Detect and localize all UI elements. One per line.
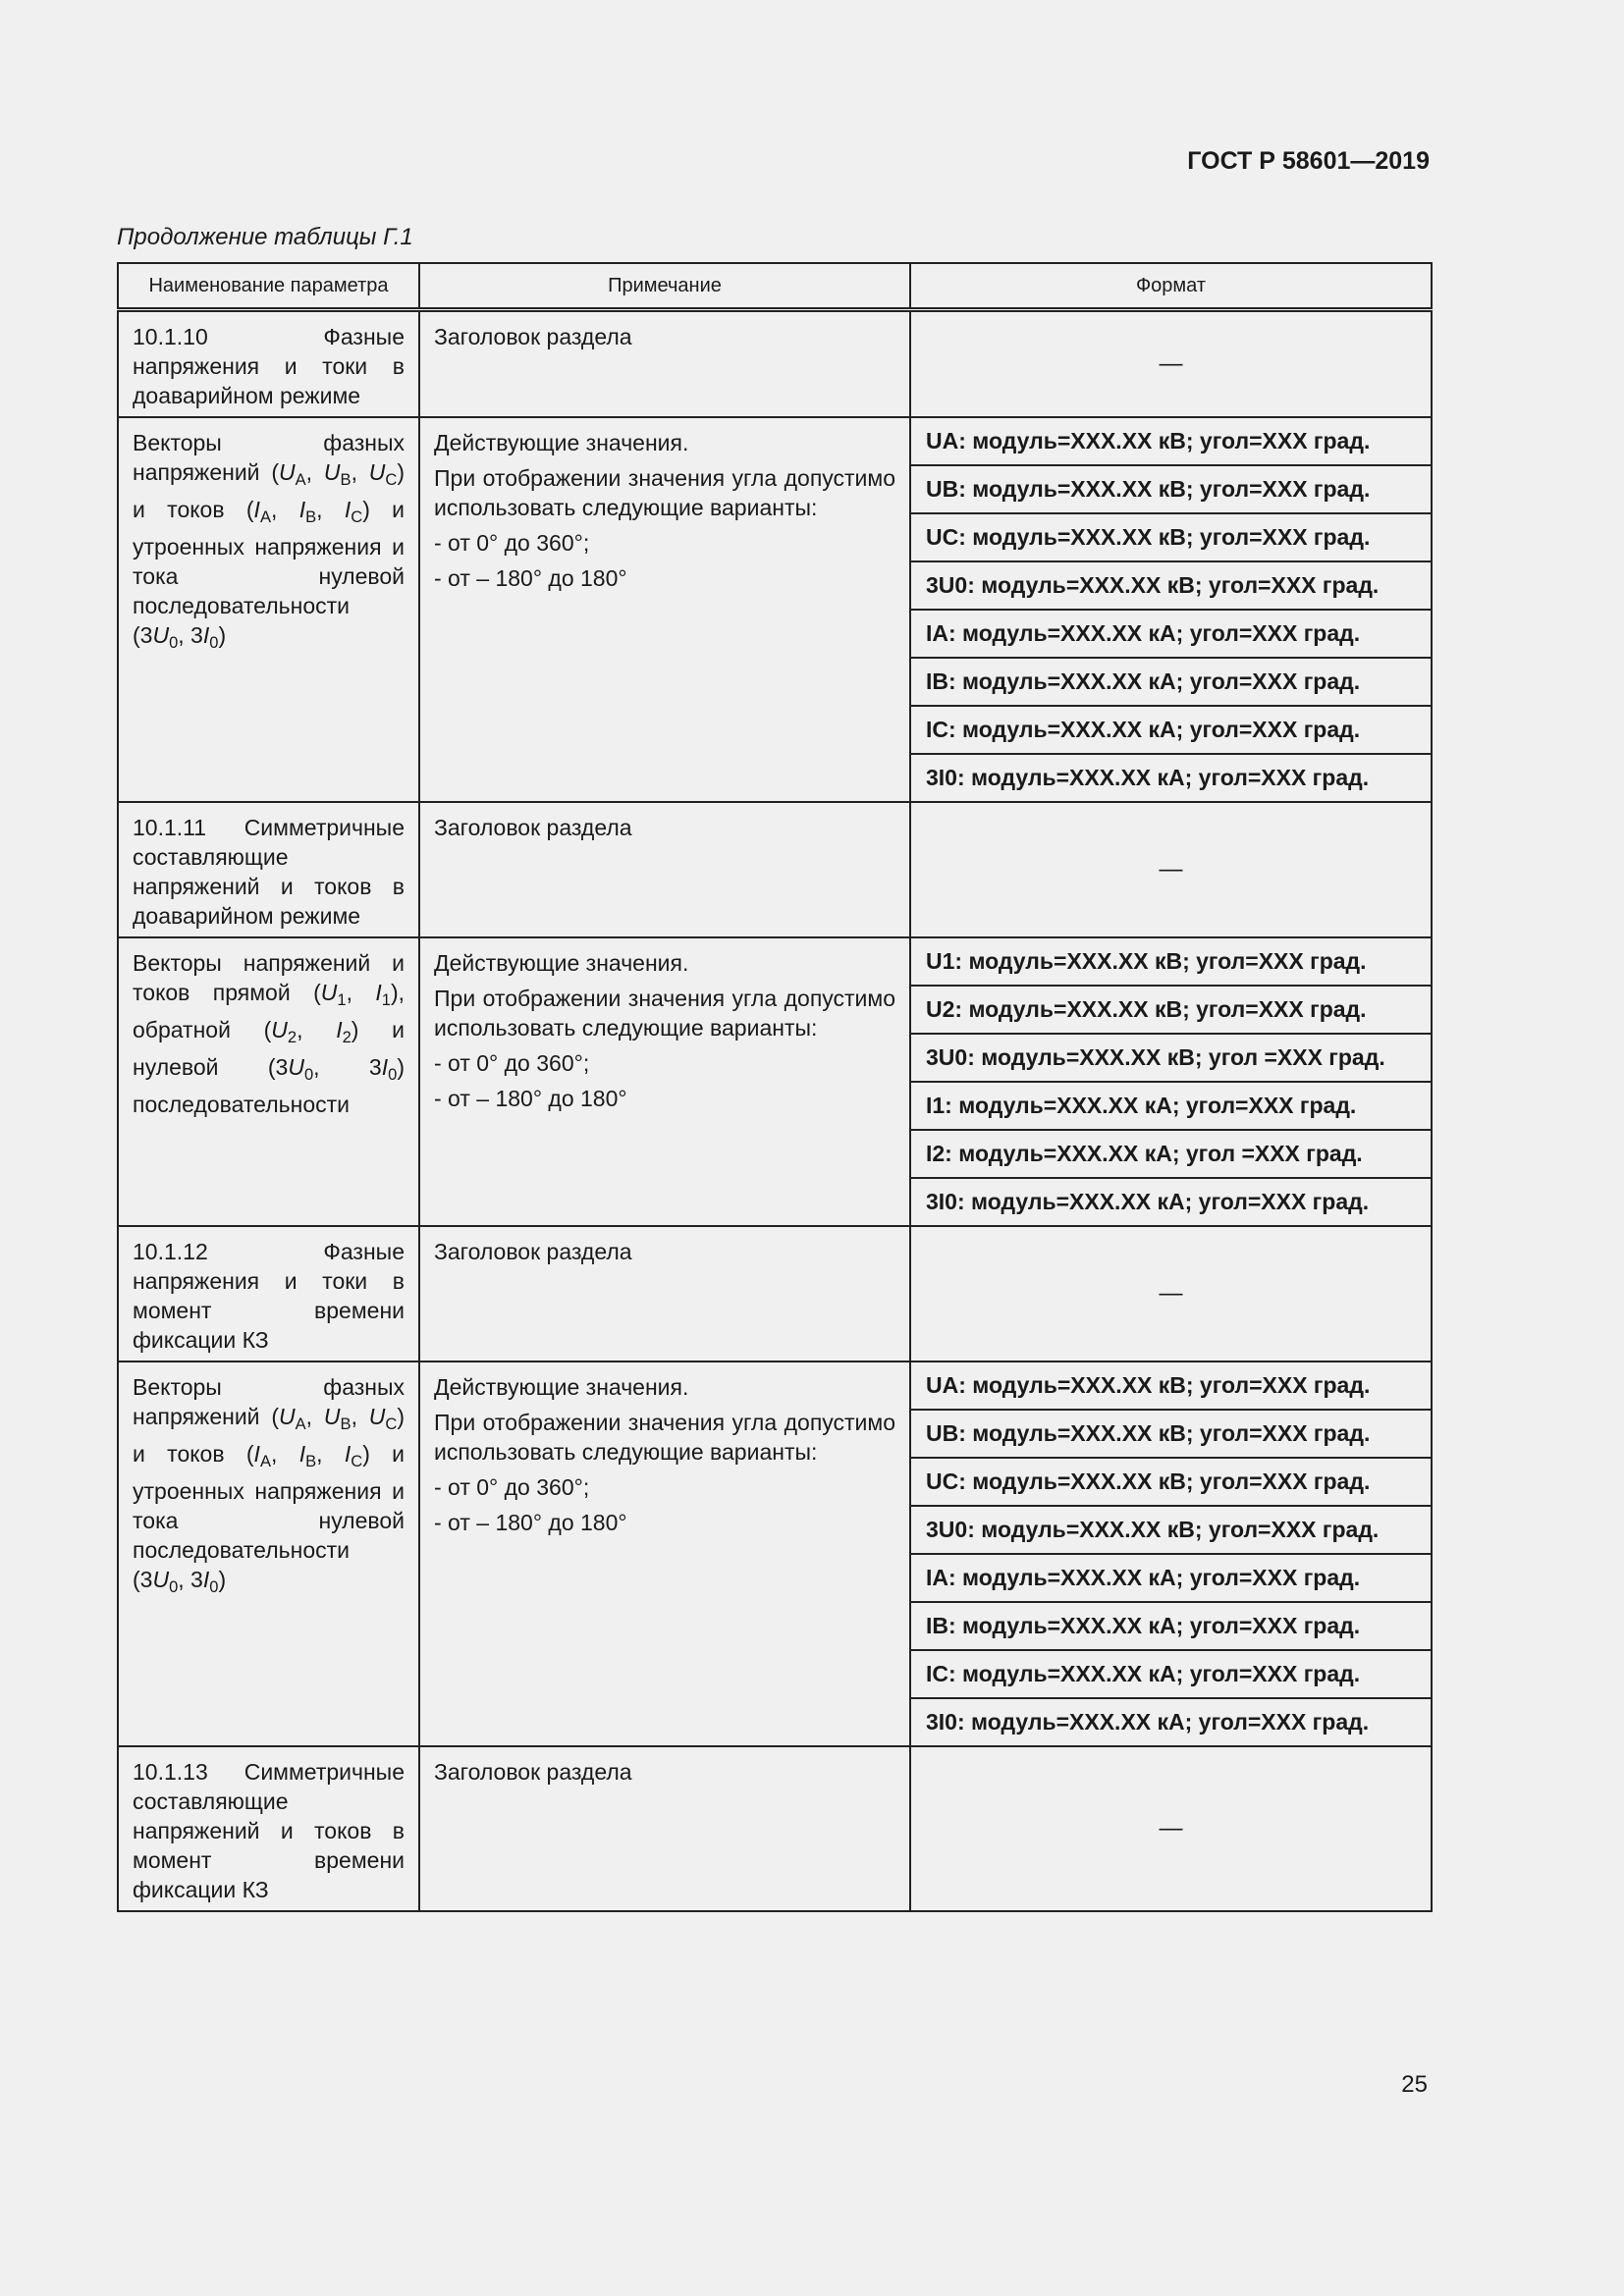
parameter-name-cell: 10.1.10 Фазные напряжения и токи в доаварийном режиме bbox=[118, 310, 419, 418]
note-detail-text: При отображении значения угла допустимо использовать следующие варианты: bbox=[434, 465, 895, 520]
variable-subscript: 2 bbox=[342, 1027, 352, 1046]
name-text-segment: , bbox=[297, 1016, 337, 1042]
name-text-segment: , bbox=[351, 459, 369, 485]
variable-subscript: 0 bbox=[169, 632, 179, 652]
name-text-segment: ) и утроенных напряжения и тока нулевой последовательности (3 bbox=[133, 1440, 406, 1592]
format-entry: I1: модуль=XXX.XX кА; угол=XXX град. bbox=[911, 1083, 1431, 1131]
note-main-text: Заголовок раздела bbox=[434, 1759, 632, 1785]
column-header-name: Наименование параметра bbox=[118, 263, 419, 310]
format-entry: U1: модуль=XXX.XX кВ; угол=XXX град. bbox=[911, 938, 1431, 987]
format-list bbox=[911, 418, 1431, 801]
variable-subscript: C bbox=[385, 1414, 398, 1433]
variable-symbol: U bbox=[152, 1566, 170, 1592]
format-entry: UA: модуль=XXX.XX кВ; угол=XXX град. bbox=[911, 1362, 1431, 1411]
note-detail-text: При отображении значения угла допустимо использовать следующие варианты: bbox=[434, 986, 895, 1041]
note-cell bbox=[419, 417, 910, 802]
note-cell bbox=[419, 310, 910, 418]
name-text-segment: ) bbox=[218, 621, 227, 648]
variable-symbol: I bbox=[298, 1440, 306, 1467]
format-entry: IC: модуль=XXX.XX кА; угол=XXX град. bbox=[911, 1651, 1431, 1699]
parameter-name-cell: 10.1.11 Симметричные составляющие напряжений и токов в доаварийном режиме bbox=[118, 802, 419, 937]
name-text-segment: , bbox=[270, 1440, 299, 1467]
format-entry: 3U0: модуль=XXX.XX кВ; угол =XXX град. bbox=[911, 1035, 1431, 1083]
note-main-text: Действующие значения. bbox=[434, 1374, 689, 1400]
variable-symbol: I bbox=[336, 1016, 343, 1042]
variable-subscript: 2 bbox=[287, 1027, 298, 1046]
table-header-row bbox=[118, 263, 1432, 310]
variable-symbol: U bbox=[368, 459, 386, 485]
variable-subscript: C bbox=[385, 469, 398, 489]
name-text-segment: Векторы напряжений и токов прямой ( bbox=[133, 950, 405, 1005]
variable-symbol: U bbox=[323, 459, 341, 485]
name-text-segment: , bbox=[351, 1404, 369, 1429]
name-text-segment: , bbox=[305, 459, 324, 485]
format-entry: 3I0: модуль=XXX.XX кА; угол=XXX град. bbox=[926, 1189, 1370, 1214]
name-text-segment: ) последовательности bbox=[133, 1053, 405, 1117]
format-list bbox=[911, 938, 1431, 1225]
table-row bbox=[118, 310, 1432, 418]
format-empty-dash: — bbox=[910, 310, 1432, 418]
variable-subscript: 0 bbox=[209, 632, 219, 652]
format-cell bbox=[910, 937, 1432, 1226]
variable-subscript: A bbox=[259, 507, 271, 526]
table-body bbox=[118, 310, 1432, 1912]
name-text-segment: , 3 bbox=[178, 621, 203, 648]
parameter-name-cell: 10.1.12 Фазные напряжения и токи в момент времени фиксации КЗ bbox=[118, 1226, 419, 1362]
parameters-table bbox=[117, 262, 1433, 1912]
variable-symbol: U bbox=[279, 459, 296, 485]
format-empty-dash: — bbox=[910, 1226, 1432, 1362]
name-text-segment: , 3 bbox=[313, 1053, 382, 1080]
name-text-segment: , bbox=[270, 496, 299, 522]
name-text-segment: , bbox=[316, 1440, 345, 1467]
name-text-segment: ) и утроенных напряжения и тока нулевой последовательности (3 bbox=[133, 496, 406, 648]
name-text-segment: , bbox=[316, 496, 345, 522]
variable-symbol: I bbox=[202, 1566, 210, 1592]
name-text-segment: Векторы фазных напряжений ( bbox=[133, 430, 405, 485]
variable-symbol: U bbox=[323, 1404, 341, 1429]
variable-symbol: I bbox=[381, 1053, 389, 1080]
format-entry: UA: модуль=XXX.XX кВ; угол=XXX град. bbox=[911, 418, 1431, 466]
format-list bbox=[911, 1362, 1431, 1745]
format-entry: 3I0: модуль=XXX.XX кА; угол=XXX град. bbox=[926, 765, 1370, 790]
name-text-segment: , bbox=[346, 980, 376, 1005]
note-detail-text: При отображении значения угла допустимо использовать следующие варианты: bbox=[434, 1410, 895, 1465]
variable-subscript: A bbox=[259, 1451, 271, 1470]
variable-subscript: 0 bbox=[169, 1576, 179, 1596]
variable-subscript: 1 bbox=[337, 989, 347, 1009]
format-cell bbox=[910, 1362, 1432, 1746]
format-entry: IA: модуль=XXX.XX кА; угол=XXX град. bbox=[911, 611, 1431, 659]
table-row bbox=[118, 1226, 1432, 1362]
standard-code: ГОСТ Р 58601—2019 bbox=[1187, 147, 1430, 175]
variable-symbol: I bbox=[298, 496, 306, 522]
name-text-segment: , bbox=[305, 1404, 324, 1429]
parameter-name-cell bbox=[118, 417, 419, 802]
variable-symbol: U bbox=[271, 1016, 288, 1042]
angle-range-option: - от 0° до 360°; bbox=[434, 1050, 590, 1076]
name-text-segment: ) и токов ( bbox=[133, 459, 406, 522]
angle-range-option: - от – 180° до 180° bbox=[434, 1086, 627, 1111]
variable-symbol: I bbox=[202, 621, 210, 648]
format-cell bbox=[910, 417, 1432, 802]
angle-range-option: - от – 180° до 180° bbox=[434, 1510, 627, 1535]
note-main-text: Заголовок раздела bbox=[434, 324, 632, 349]
note-main-text: Действующие значения. bbox=[434, 430, 689, 455]
table-row bbox=[118, 1746, 1432, 1911]
format-entry: UB: модуль=XXX.XX кВ; угол=XXX град. bbox=[911, 1411, 1431, 1459]
format-entry: UB: модуль=XXX.XX кВ; угол=XXX град. bbox=[911, 466, 1431, 514]
variable-symbol: I bbox=[344, 496, 352, 522]
variable-symbol: U bbox=[288, 1053, 304, 1080]
variable-subscript: 0 bbox=[209, 1576, 219, 1596]
table-row bbox=[118, 937, 1432, 1226]
table-row bbox=[118, 1362, 1432, 1746]
format-entry: IC: модуль=XXX.XX кА; угол=XXX град. bbox=[911, 707, 1431, 755]
format-entry: U2: модуль=XXX.XX кВ; угол=XXX град. bbox=[911, 987, 1431, 1035]
format-entry: IB: модуль=XXX.XX кА; угол=XXX град. bbox=[911, 1603, 1431, 1651]
variable-subscript: B bbox=[305, 1451, 317, 1470]
note-cell bbox=[419, 1226, 910, 1362]
variable-symbol: I bbox=[253, 1440, 260, 1467]
name-text-segment: ), обратной ( bbox=[133, 980, 405, 1042]
name-text-segment: ) bbox=[218, 1566, 227, 1592]
angle-range-option: - от 0° до 360°; bbox=[434, 530, 590, 556]
format-entry: IB: модуль=XXX.XX кА; угол=XXX град. bbox=[911, 659, 1431, 707]
variable-subscript: C bbox=[351, 1451, 363, 1470]
variable-subscript: 0 bbox=[303, 1064, 314, 1084]
table-row bbox=[118, 802, 1432, 937]
format-empty-dash: — bbox=[910, 802, 1432, 937]
format-entry: UC: модуль=XXX.XX кВ; угол=XXX град. bbox=[911, 1459, 1431, 1507]
parameter-name-cell bbox=[118, 937, 419, 1226]
variable-symbol: I bbox=[253, 496, 260, 522]
variable-symbol: U bbox=[279, 1404, 296, 1429]
name-text-segment: Векторы фазных напряжений ( bbox=[133, 1374, 405, 1429]
variable-symbol: I bbox=[344, 1440, 352, 1467]
variable-symbol: U bbox=[320, 980, 338, 1005]
format-empty-dash: — bbox=[910, 1746, 1432, 1911]
note-cell bbox=[419, 1362, 910, 1746]
variable-subscript: C bbox=[351, 507, 363, 526]
table-caption: Продолжение таблицы Г.1 bbox=[117, 224, 413, 250]
note-main-text: Действующие значения. bbox=[434, 950, 689, 976]
format-entry: 3U0: модуль=XXX.XX кВ; угол=XXX град. bbox=[911, 1507, 1431, 1555]
page-number: 25 bbox=[1401, 2071, 1428, 2098]
variable-subscript: 0 bbox=[388, 1064, 398, 1084]
format-entry: IA: модуль=XXX.XX кА; угол=XXX град. bbox=[911, 1555, 1431, 1603]
format-entry: 3I0: модуль=XXX.XX кА; угол=XXX град. bbox=[926, 1709, 1370, 1735]
format-entry: I2: модуль=XXX.XX кА; угол =XXX град. bbox=[911, 1131, 1431, 1179]
angle-range-option: - от 0° до 360°; bbox=[434, 1474, 590, 1500]
variable-subscript: 1 bbox=[381, 989, 391, 1009]
format-entry: 3U0: модуль=XXX.XX кВ; угол=XXX град. bbox=[911, 562, 1431, 611]
note-main-text: Заголовок раздела bbox=[434, 1239, 632, 1264]
note-cell bbox=[419, 1746, 910, 1911]
variable-symbol: I bbox=[375, 980, 382, 1005]
name-text-segment: ) и нулевой (3 bbox=[133, 1016, 406, 1080]
parameter-name-cell bbox=[118, 1362, 419, 1746]
parameter-name-cell: 10.1.13 Симметричные составляющие напряжений и токов в момент времени фиксации КЗ bbox=[118, 1746, 419, 1911]
variable-subscript: B bbox=[340, 1414, 352, 1433]
variable-subscript: A bbox=[295, 469, 306, 489]
note-cell bbox=[419, 937, 910, 1226]
variable-subscript: B bbox=[340, 469, 352, 489]
table-row bbox=[118, 417, 1432, 802]
variable-subscript: A bbox=[295, 1414, 306, 1433]
variable-subscript: B bbox=[305, 507, 317, 526]
angle-range-option: - от – 180° до 180° bbox=[434, 565, 627, 591]
note-cell bbox=[419, 802, 910, 937]
column-header-note: Примечание bbox=[419, 263, 910, 310]
name-text-segment: , 3 bbox=[178, 1566, 203, 1592]
variable-symbol: U bbox=[152, 621, 170, 648]
name-text-segment: ) и токов ( bbox=[133, 1404, 406, 1467]
variable-symbol: U bbox=[368, 1404, 386, 1429]
note-main-text: Заголовок раздела bbox=[434, 815, 632, 840]
column-header-format: Формат bbox=[910, 263, 1432, 310]
format-entry: UC: модуль=XXX.XX кВ; угол=XXX град. bbox=[911, 514, 1431, 562]
